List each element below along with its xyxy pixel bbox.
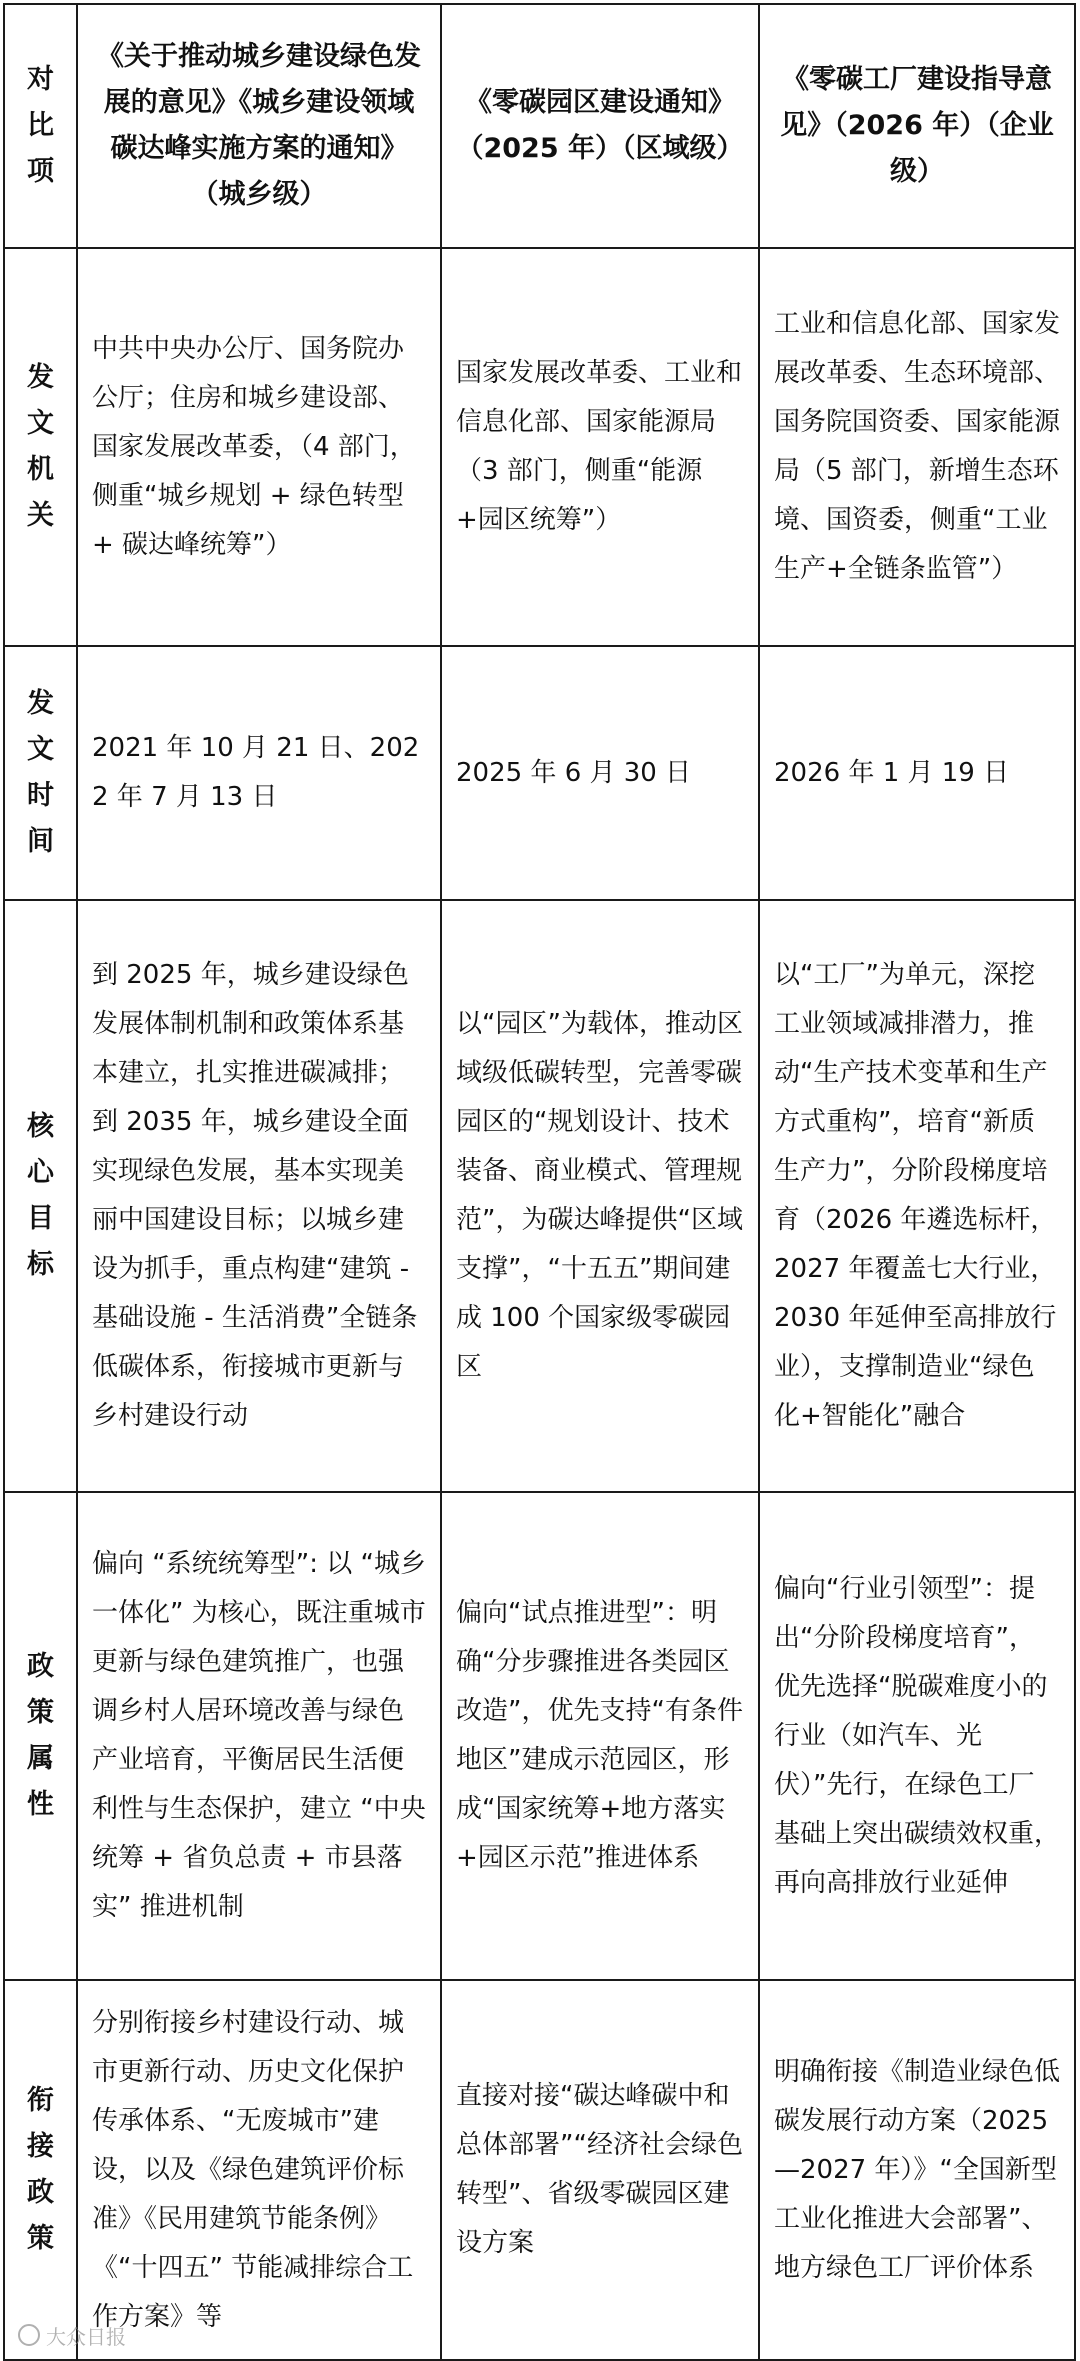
- row-label: 发文机关: [27, 362, 54, 531]
- cell-park: 以“园区”为载体，推动区域级低碳转型，完善零碳园区的“规划设计、技术装备、商业模式、管理规范”，为碳达峰提供“区域支撑”，“十五五”期间建成 100 个国家级零碳园区: [441, 900, 759, 1492]
- policy-comparison-table: [3, 3, 1076, 2361]
- cell-city: 中共中央办公厅、国务院办公厅；住房和城乡建设部、国家发展改革委，（4 部门，侧重“城乡规划 + 绿色转型 + 碳达峰统筹”）: [77, 248, 441, 646]
- cell-park: 直接对接“碳达峰碳中和总体部署”“经济社会绿色转型”、省级零碳园区建设方案: [441, 1980, 759, 2360]
- cell-factory: 2026 年 1 月 19 日: [759, 646, 1075, 900]
- row-label: 核心目标: [27, 1111, 54, 1280]
- header-city-policy: 《关于推动城乡建设绿色发展的意见》《城乡建设领域碳达峰实施方案的通知》（城乡级）: [77, 4, 441, 248]
- cell-city: 分别衔接乡村建设行动、城市更新行动、历史文化保护传承体系、“无废城市”建设，以及《绿色建筑评价标准》《民用建筑节能条例》《“十四五” 节能减排综合工作方案》等: [77, 1980, 441, 2360]
- cell-city: 2021 年 10 月 21 日、2022 年 7 月 13 日: [77, 646, 441, 900]
- header-park-policy: 《零碳园区建设通知》（2025 年）（区域级）: [441, 4, 759, 248]
- row-label: 发文时间: [27, 688, 54, 857]
- cell-factory: 以“工厂”为单元，深挖工业领域减排潜力，推动“生产技术变革和生产方式重构”，培育“新质生产力”，分阶段梯度培育（2026 年遴选标杆，2027 年覆盖七大行业，2030 年延伸至高排放行业），支撑制造业“绿色化+智能化”融合: [759, 900, 1075, 1492]
- table-row-issuing-authority: [4, 248, 1075, 646]
- row-label-cell: [4, 1980, 77, 2360]
- cell-factory: 偏向“行业引领型”：提出“分阶段梯度培育”，优先选择“脱碳难度小的行业（如汽车、光伏）”先行，在绿色工厂基础上突出碳绩效权重，再向高排放行业延伸: [759, 1492, 1075, 1980]
- cell-factory: 明确衔接《制造业绿色低碳发展行动方案（2025—2027 年）》“全国新型工业化推进大会部署”、地方绿色工厂评价体系: [759, 1980, 1075, 2360]
- table-row-core-goal: [4, 900, 1075, 1492]
- cell-factory: 工业和信息化部、国家发展改革委、生态环境部、国务院国资委、国家能源局（5 部门，新增生态环境、国资委，侧重“工业生产+全链条监管”）: [759, 248, 1075, 646]
- cell-city: 到 2025 年，城乡建设绿色发展体制机制和政策体系基本建立，扎实推进碳减排；到 2035 年，城乡建设全面实现绿色发展，基本实现美丽中国建设目标；以城乡建设为抓手，重点构建“建筑 - 基础设施 - 生活消费”全链条低碳体系，衔接城市更新与乡村建设行动: [77, 900, 441, 1492]
- cell-city: 偏向 “系统统筹型”: 以 “城乡一体化” 为核心，既注重城市更新与绿色建筑推广，也强调乡村人居环境改善与绿色产业培育，平衡居民生活便利性与生态保护，建立 “中央统筹 + 省负总责 + 市县落实” 推进机制: [77, 1492, 441, 1980]
- row-label: 政策属性: [27, 1651, 54, 1820]
- table-row-linked-policy: [4, 1980, 1075, 2360]
- table-row-issue-date: [4, 646, 1075, 900]
- table-row-policy-attribute: [4, 1492, 1075, 1980]
- cell-park: 偏向“试点推进型”：明确“分步骤推进各类园区改造”，优先支持“有条件地区”建成示范园区，形成“国家统筹+地方落实+园区示范”推进体系: [441, 1492, 759, 1980]
- header-label: 对比项: [27, 64, 54, 187]
- row-label-cell: [4, 248, 77, 646]
- cell-park: 2025 年 6 月 30 日: [441, 646, 759, 900]
- row-label-cell: [4, 1492, 77, 1980]
- header-label-cell: [4, 4, 77, 248]
- header-row: [4, 4, 1075, 248]
- row-label: 衔接政策: [27, 2085, 54, 2254]
- cell-park: 国家发展改革委、工业和信息化部、国家能源局（3 部门，侧重“能源+园区统筹”）: [441, 248, 759, 646]
- watermark-text: 大众日报: [46, 2324, 126, 2349]
- header-factory-policy: 《零碳工厂建设指导意见》（2026 年）（企业级）: [759, 4, 1075, 248]
- row-label-cell: [4, 900, 77, 1492]
- row-label-cell: [4, 646, 77, 900]
